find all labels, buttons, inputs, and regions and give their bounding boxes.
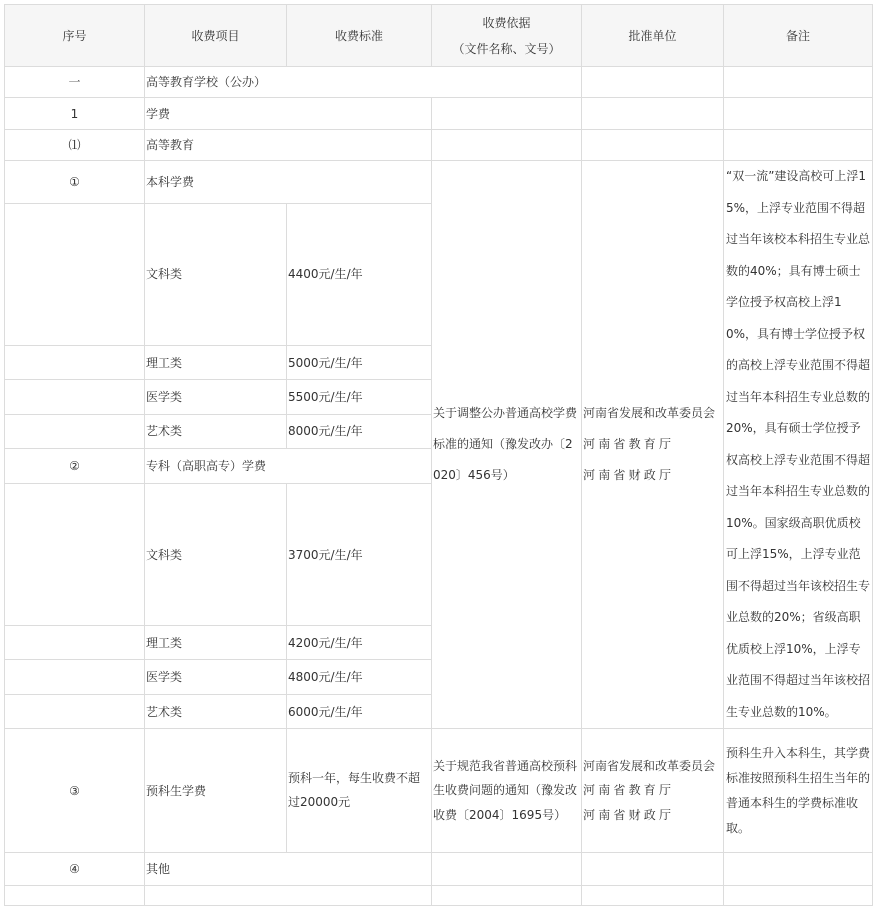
remark-cell [724, 67, 873, 98]
approver-cell [582, 67, 724, 98]
basis-cell [432, 886, 582, 906]
remark-cell [724, 130, 873, 161]
seq-cell: ① [5, 161, 145, 204]
item-cell: 理工类 [145, 346, 287, 380]
item-cell: 文科类 [145, 203, 287, 346]
seq-cell [5, 380, 145, 415]
approver-line: 河南省发展和改革委员会 [583, 758, 716, 773]
table-row [5, 130, 873, 161]
basis-cell [432, 130, 582, 161]
table-row [5, 67, 873, 98]
item-cell: 理工类 [145, 626, 287, 660]
seq-cell [5, 203, 145, 346]
header-row [5, 5, 873, 67]
approver-cell [582, 886, 724, 906]
table-row [5, 853, 873, 886]
header-basis [432, 5, 582, 67]
standard-cell: 3700元/生/年 [287, 483, 432, 626]
seq-cell [5, 695, 145, 729]
standard-cell: 预科一年，每生收费不超过20000元 [287, 729, 432, 853]
approver-merged [582, 161, 724, 729]
fee-table [4, 4, 873, 906]
item-cell: 艺术类 [145, 695, 287, 729]
remark-cell: 预科生升入本科生，其学费标准按照预科生招生当年的普通本科生的学费标准收取。 [724, 729, 873, 853]
item-cell: 医学类 [145, 660, 287, 695]
seq-cell [5, 660, 145, 695]
item-cell: 医学类 [145, 380, 287, 415]
item-cell: 文科类 [145, 483, 287, 626]
seq-cell [5, 886, 145, 906]
seq-cell [5, 346, 145, 380]
item-cell: 艺术类 [145, 414, 287, 448]
seq-cell [5, 626, 145, 660]
header-remark: 备注 [724, 5, 873, 67]
header-seq: 序号 [5, 5, 145, 67]
item-cell: 高等教育学校（公办） [145, 67, 582, 98]
seq-cell: ③ [5, 729, 145, 853]
approver-line: 河南省教育厅 [583, 437, 675, 451]
item-cell: 其他 [145, 853, 432, 886]
item-cell [145, 886, 432, 906]
approver-cell [582, 729, 724, 853]
item-cell: 专科（高职高专）学费 [145, 448, 432, 483]
standard-cell: 4400元/生/年 [287, 203, 432, 346]
approver-cell [582, 130, 724, 161]
approver-line: 河南省教育厅 [583, 783, 675, 798]
seq-cell [5, 414, 145, 448]
table-row [5, 886, 873, 906]
header-item: 收费项目 [145, 5, 287, 67]
seq-cell: 1 [5, 98, 145, 130]
approver-cell [582, 98, 724, 130]
table-row [5, 729, 873, 853]
basis-cell: 关于规范我省普通高校预科生收费问题的通知（豫发改收费〔2004〕1695号） [432, 729, 582, 853]
approver-line: 河南省发展和改革委员会 [583, 406, 716, 420]
remark-cell [724, 853, 873, 886]
seq-cell [5, 483, 145, 626]
approver-cell [582, 853, 724, 886]
standard-cell: 5500元/生/年 [287, 380, 432, 415]
standard-cell: 4200元/生/年 [287, 626, 432, 660]
item-cell: 高等教育 [145, 130, 432, 161]
standard-cell: 4800元/生/年 [287, 660, 432, 695]
basis-cell [432, 853, 582, 886]
fee-basis-merged: 关于调整公办普通高校学费标准的通知（豫发改办〔2020〕456号） [432, 161, 582, 729]
basis-cell [432, 98, 582, 130]
standard-cell: 5000元/生/年 [287, 346, 432, 380]
approver-line: 河南省财政厅 [583, 468, 675, 482]
item-cell: 预科生学费 [145, 729, 287, 853]
approver-line: 河南省财政厅 [583, 807, 675, 822]
header-basis-line1: 收费依据 [482, 15, 531, 30]
header-basis-line2: （文件名称、文号） [452, 41, 561, 56]
remark-cell [724, 886, 873, 906]
seq-cell: ④ [5, 853, 145, 886]
item-cell: 学费 [145, 98, 432, 130]
header-approver: 批准单位 [582, 5, 724, 67]
seq-cell: ② [5, 448, 145, 483]
remark-merged: “双一流”建设高校可上浮15%，上浮专业范围不得超过当年该校本科招生专业总数的40%；具有博士硕士学位授予权高校上浮10%，具有博士学位授予权的高校上浮专业范围不得超过当年本科招生专业总数的20%，具有硕士学位授予权高校上浮专业范围不得超过当年本科招生专业总数的10%。国家级高职优质校可上浮15%，上浮专业范围不得超过当年该校招生专业总数的20%；省级高职优质校上浮10%，上浮专业范围不得超过当年该校招生专业总数的10%。 [724, 161, 873, 729]
table-row [5, 161, 873, 204]
standard-cell: 8000元/生/年 [287, 414, 432, 448]
item-cell: 本科学费 [145, 161, 432, 204]
standard-cell: 6000元/生/年 [287, 695, 432, 729]
table-row [5, 98, 873, 130]
seq-cell: 一 [5, 67, 145, 98]
seq-cell: ⑴ [5, 130, 145, 161]
header-standard: 收费标准 [287, 5, 432, 67]
remark-cell [724, 98, 873, 130]
